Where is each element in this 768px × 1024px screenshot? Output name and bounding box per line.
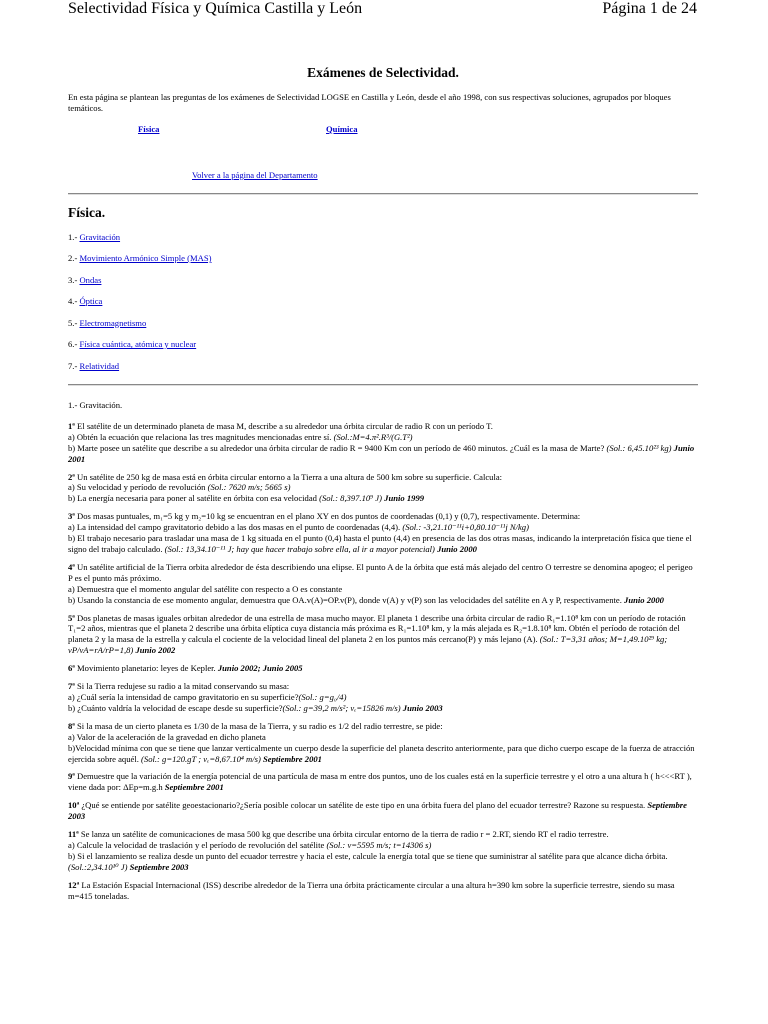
question-number: 11ª: [68, 829, 79, 840]
question-number: 3ª: [68, 511, 75, 522]
question-part: b) Marte posee un satélite que describe a su alrededor una órbita circular de radio R = 9400 Km con un período de 460 minutos. ¿Cuál es la masa de Marte?: [68, 442, 605, 453]
page-number: Página 1 de 24: [602, 0, 697, 17]
divider: [68, 193, 698, 195]
solution: (Sol.: T=3,31 años; M=1,49.10²⁹ kg; vP/vA=rA/rP=1,8): [68, 634, 668, 656]
topic-link-fisica-cuantica[interactable]: Física cuántica, atómica y nuclear: [79, 339, 197, 350]
question-10: [68, 800, 698, 822]
solution: (Sol.: g=120.gT ; vₑ=8,67.10⁴ m/s): [141, 753, 261, 764]
question-4: [68, 562, 698, 606]
solution: (Sol.: 7620 m/s; 5665 s): [207, 482, 291, 493]
question-number: 7ª: [68, 681, 75, 692]
question-3: [68, 511, 698, 555]
topic-number: 2.-: [68, 253, 80, 264]
question-part: a) Demuestra que el momento angular del satélite con respecto a O es constante: [68, 583, 343, 594]
question-text: El satélite de un determinado planeta de masa M, describe a su alrededor una órbita circular de radio R con un período T.: [77, 420, 493, 431]
topic-item: [68, 232, 698, 254]
solution: (Sol.:M=4.π².R³/(G.T²): [333, 431, 413, 442]
question-part: b) El trabajo necesario para trasladar una masa de 1 kg situada en el punto (0,4) hasta el punto (4,4) en presencia de las dos otras masas, indicando la interpretación física que tiene el signo del trabajo calculado.: [68, 533, 692, 554]
topic-item: [68, 275, 698, 297]
exam-date: Septiembre 2001: [263, 753, 322, 764]
question-part: b) Si el lanzamiento se realiza desde un punto del ecuador terrestre y hacia el este, calcule la energía total que se tiene que suministrar al satélite para que alcance dicha órbita.: [68, 850, 668, 861]
exam-date: Septiembre 2003: [68, 800, 687, 822]
question-text: Un satélite de 250 kg de masa está en órbita circular entorno a la Tierra a una altura de 500 km sobre su superficie. Calcula:: [77, 471, 503, 482]
topic-item: [68, 318, 698, 340]
page-header: [0, 0, 768, 26]
solution: (Sol.: 8,397.10⁹ J): [319, 493, 382, 504]
section-title: Física.: [68, 204, 106, 220]
question-number: 9ª: [68, 771, 75, 782]
solution: (Sol.:2,34.10¹⁰ J): [68, 861, 128, 872]
exam-date: Junio 2002; Junio 2005: [217, 663, 303, 674]
section-nav: [68, 124, 698, 144]
question-number: 12ª: [68, 879, 80, 890]
question-part: a) La intensidad del campo gravitatorio debido a las dos masas en el punto de coordenadas (4,4).: [68, 522, 401, 533]
question-text: Movimiento planetario: leyes de Kepler.: [77, 663, 216, 674]
question-text: Si la masa de un cierto planeta es 1/30 de la masa de la Tierra, y su radio es 1/2 del radio terrestre, se pide:: [77, 720, 443, 731]
question-text: La Estación Espacial Internacional (ISS) describe alrededor de la Tierra una órbita prácticamente circular a una altura h=390 km sobre la superficie terrestre, siendo su masa m=415 toneladas.: [68, 879, 675, 901]
topic-link-optica[interactable]: Óptica: [79, 296, 103, 307]
topic-item: [68, 296, 698, 318]
question-part: b) La energía necesaria para poner al satélite en órbita con esa velocidad: [68, 493, 317, 504]
question-part: a) ¿Cuál sería la intensidad de campo gravitatorio en su superficie?: [68, 691, 299, 702]
exam-date: Junio 2002: [135, 645, 176, 656]
question-text: Dos masas puntuales, m₁=5 kg y m₂=10 kg se encuentran en el plano XY en dos puntos de coordenadas (0,1) y (0,7), respectivamente. Determina:: [77, 511, 581, 522]
topic-number: 6.-: [68, 339, 80, 350]
main-content: [68, 64, 698, 908]
question-text: Si la Tierra redujese su radio a la mitad conservando su masa:: [77, 681, 290, 692]
question-number: 8ª: [68, 720, 75, 731]
question-number: 2ª: [68, 471, 75, 482]
question-text: Se lanza un satélite de comunicaciones de masa 500 kg que describe una órbita circular entorno de la tierra de radio r = 2.RT, siendo RT el radio terrestre.: [80, 829, 609, 840]
question-2: [68, 472, 698, 505]
topic-link-mas[interactable]: Movimiento Armónico Simple (MAS): [79, 253, 212, 264]
topic-item: [68, 361, 698, 383]
topic-link-electromagnetismo[interactable]: Electromagnetismo: [79, 317, 147, 328]
question-text: Dos planetas de masas iguales orbitan alrededor de una estrella de masa mucho mayor. El planeta 1 describe una órbita circular de radio R₁=1.10⁸ km con un período de rotación T₁=2 años, mientras que el planeta 2 describe una órbita elíptica cuya distancia más próxima es R₁=1.10⁸ km, y la más alejada es R₂=1.8.10⁸ km. Obtén el período de rotación del planeta 2 y la masa de la estrella y calcula el cociente de la velocidad lineal del planeta 2 en los puntos más cercano(P) y más lejano (A).: [68, 612, 686, 645]
topic-number: 5.-: [68, 317, 80, 328]
question-9: [68, 771, 698, 793]
page-title: Exámenes de Selectividad.: [307, 65, 459, 80]
topic-link-relatividad[interactable]: Relatividad: [79, 360, 120, 371]
question-1: [68, 421, 698, 465]
question-part: b) Usando la constancia de ese momento angular, demuestra que OA.v(A)=OP.v(P), donde v(A) y v(P) son las velocidades del satélite en A y P, respectivamente.: [68, 594, 622, 605]
question-8: [68, 721, 698, 765]
exam-date: Junio 2000: [437, 544, 477, 554]
solution: (Sol.: -3,21.10⁻¹¹i+0,80.10⁻¹¹j N/kg): [402, 522, 529, 533]
solution: (Sol.: 13,34.10⁻¹¹ J; hay que hacer trabajo sobre ella, al ir a mayor potencial): [164, 544, 435, 554]
exam-date: Septiembre 2001: [164, 782, 224, 793]
question-number: 5ª: [68, 612, 75, 623]
question-part: b) ¿Cuánto valdría la velocidad de escape desde su superficie?: [68, 702, 283, 713]
question-part: a) Su velocidad y período de revolución: [68, 482, 206, 493]
exam-date: Junio 1999: [384, 493, 425, 504]
question-number: 4ª: [68, 561, 75, 572]
question-part: a) Calcule la velocidad de traslación y el período de revolución del satélite: [68, 839, 325, 850]
question-7: [68, 681, 698, 714]
question-12: [68, 880, 698, 902]
solution: (Sol.: 6,45.10²³ kg): [606, 442, 672, 453]
topic-number: 1.-: [68, 231, 80, 242]
topic-link-gravitacion[interactable]: Gravitación: [79, 231, 121, 242]
site-title: Selectividad Física y Química Castilla y León: [68, 0, 363, 17]
question-11: [68, 829, 698, 873]
topic-number: 3.-: [68, 274, 80, 285]
divider: [68, 384, 698, 386]
topic-item: [68, 339, 698, 361]
question-text: ¿Qué se entiende por satélite geoestacionario?¿Sería posible colocar un satélite de este tipo en una órbita fuera del plano del ecuador terrestre? Razone su respuesta.: [81, 800, 646, 811]
topic-item: [68, 253, 698, 275]
solution: (Sol.: g=g₀/4): [298, 691, 347, 702]
question-number: 10ª: [68, 800, 80, 811]
question-text: Un satélite artificial de la Tierra orbita alrededor de ésta describiendo una elipse. El punto A de la órbita que está más alejado del centro O terrestre se denomina apogeo; el perigeo P es el punto más próximo.: [68, 561, 693, 583]
question-part: a) Obtén la ecuación que relaciona las tres magnitudes mencionadas entre sí.: [68, 431, 332, 442]
question-part: a) Valor de la aceleración de la gravedad en dicho planeta: [68, 731, 266, 742]
question-number: 1ª: [68, 420, 75, 431]
question-part: b)Velocidad mínima con que se tiene que lanzar verticalmente un cuerpo desde la superficie del planeta descrito anteriormente, para que dicho cuerpo escape de la fuerza de atracción ejercida sobre aquél.: [68, 742, 695, 764]
topic-link-ondas[interactable]: Ondas: [79, 274, 102, 285]
exam-date: Junio 2000: [624, 594, 664, 605]
solution: (Sol.: g=39,2 m/s²; vₑ=15826 m/s): [282, 702, 401, 713]
exam-date: Junio 2003: [402, 702, 443, 713]
subsection-title: 1.- Gravitación.: [68, 400, 123, 411]
question-text: Demuestre que la variación de la energía potencial de una partícula de masa m entre dos puntos, uno de los cuales está en la superficie terrestre y el otro a una altura h ( h<<<RT ), viene dada por: ΔEp=m.g.h: [68, 771, 692, 793]
volver-container: [192, 170, 698, 181]
intro-text: En esta página se plantean las preguntas de los exámenes de Selectividad LOGSE en Castilla y León, desde el año 1998, con sus respectivas soluciones, agrupados por bloques temáticos.: [68, 91, 671, 113]
solution: (Sol.: v=5595 m/s; t=14306 s): [326, 839, 432, 850]
topic-number: 7.-: [68, 360, 80, 371]
exam-date: Junio 2001: [68, 442, 695, 464]
quimica-link[interactable]: Química: [326, 123, 358, 134]
question-number: 6ª: [68, 663, 75, 674]
exam-date: Septiembre 2003: [129, 861, 189, 872]
volver-link[interactable]: Volver a la página del Departamento: [192, 169, 318, 180]
question-6: [68, 663, 698, 674]
question-5: [68, 613, 698, 657]
topic-number: 4.-: [68, 296, 80, 307]
topic-list: [68, 232, 698, 383]
fisica-link[interactable]: Física: [138, 123, 160, 134]
